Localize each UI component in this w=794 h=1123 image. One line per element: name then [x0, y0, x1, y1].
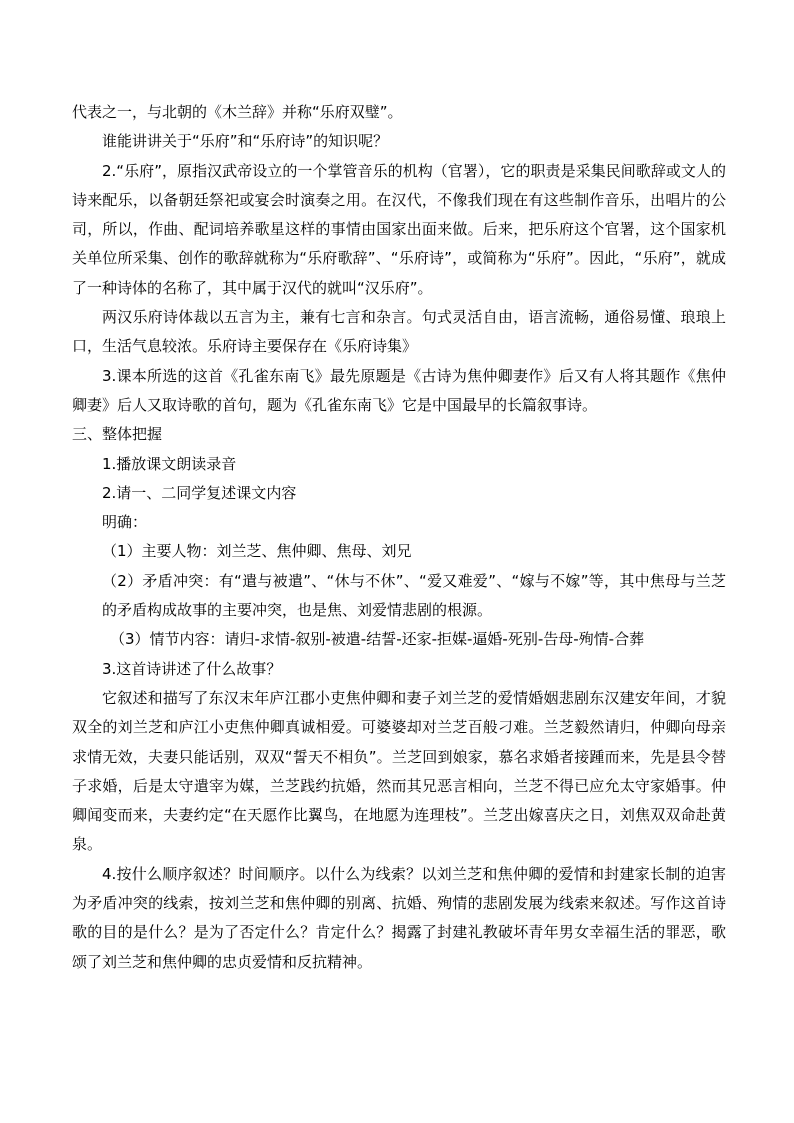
- paragraph-poem-title-origin: 3.课本所选的这首《孔雀东南飞》最先原题是《古诗为焦仲卿妻作》后又有人将其题作《焦仲卿妻》后人又取诗歌的首句，题为《孔雀东南飞》它是中国最早的长篇叙事诗。: [72, 366, 726, 414]
- document-page: [72, 98, 726, 977]
- question-story: 3.这首诗讲述了什么故事？: [102, 659, 282, 678]
- item-main-characters: （1）主要人物：刘兰芝、焦仲卿、焦母、刘兄: [102, 542, 412, 561]
- label-clarify: 明确：: [102, 513, 148, 532]
- item-plot-content: （3）情节内容：请归-求情-叙别-被遣-结誓-还家-拒媒-逼婚-死别-告母-殉情-合葬: [110, 630, 645, 649]
- paragraph-story-summary: 它叙述和描写了东汉末年庐江郡小吏焦仲卿和妻子刘兰芝的爱情婚姻悲剧东汉建安年间，才貌双全的刘兰芝和庐江小吏焦仲卿真诚相爱。可婆婆却对兰芝百般刁难。兰芝毅然请归，仲卿向母亲求情无效，夫妻只能话别，双双“誓天不相负”。兰芝回到娘家，慕名求婚者接踵而来，先是县令替子求婚，后是太守遣宰为媒，兰芝践约抗婚，然而其兄恶言相向，兰芝不得已应允太守家婚事。仲卿闻变而来，夫妻约定“在天愿作比翼鸟，在地愿为连理枝”。兰芝出嫁喜庆之日，刘焦双双命赴黄泉。: [72, 688, 726, 854]
- paragraph-han-yuefu-style: 两汉乐府诗体裁以五言为主，兼有七言和杂言。句式灵活自由，语言流畅，通俗易懂、琅琅上口，生活气息较浓。乐府诗主要保存在《乐府诗集》: [72, 308, 726, 356]
- paragraph-question-yuefu: 谁能讲讲关于“乐府”和“乐府诗”的知识呢？: [102, 132, 389, 151]
- paragraph-yuefu-definition: 2.“乐府”，原指汉武帝设立的一个掌管音乐的机构（官署），它的职责是采集民间歌辞或文人的诗来配乐，以备朝廷祭祀或宴会时演奏之用。在汉代，不像我们现在有这些制作音乐，出唱片的公司，所以，作曲、配词培养歌星这样的事情由国家出面来做。后来，把乐府这个官署，这个国家机关单位所采集、创作的歌辞就称为“乐府歌辞”、“乐府诗”，或简称为“乐府”。因此，“乐府”，就成了一种诗体的名称了，其中属于汉代的就叫“汉乐府”。: [72, 161, 726, 297]
- list-item-play-recording: 1.播放课文朗读录音: [102, 454, 237, 473]
- section-heading-overall: 三、整体把握: [72, 425, 163, 444]
- item-conflicts: （2）矛盾冲突：有“遣与被遣”、“休与不休”、“爱又难爱”、“嫁与不嫁”等，其中焦母与兰芝的矛盾构成故事的主要冲突，也是焦、刘爱情悲剧的根源。: [102, 571, 726, 620]
- paragraph-intro-continuation: 代表之一，与北朝的《木兰辞》并称“乐府双璧”。: [72, 103, 403, 121]
- paragraph-narrative-order: 4.按什么顺序叙述？时间顺序。以什么为线索？以刘兰芝和焦仲卿的爱情和封建家长制的迫害为矛盾冲突的线索，按刘兰芝和焦仲卿的别离、抗婚、殉情的悲剧发展为线索来叙述。写作这首诗歌的目的是什么？是为了否定什么？肯定什么？揭露了封建礼教破坏青年男女幸福生活的罪恶，歌颂了刘兰芝和焦仲卿的忠贞爱情和反抗精神。: [72, 864, 726, 971]
- list-item-retell-content: 2.请一、二同学复述课文内容: [102, 483, 297, 502]
